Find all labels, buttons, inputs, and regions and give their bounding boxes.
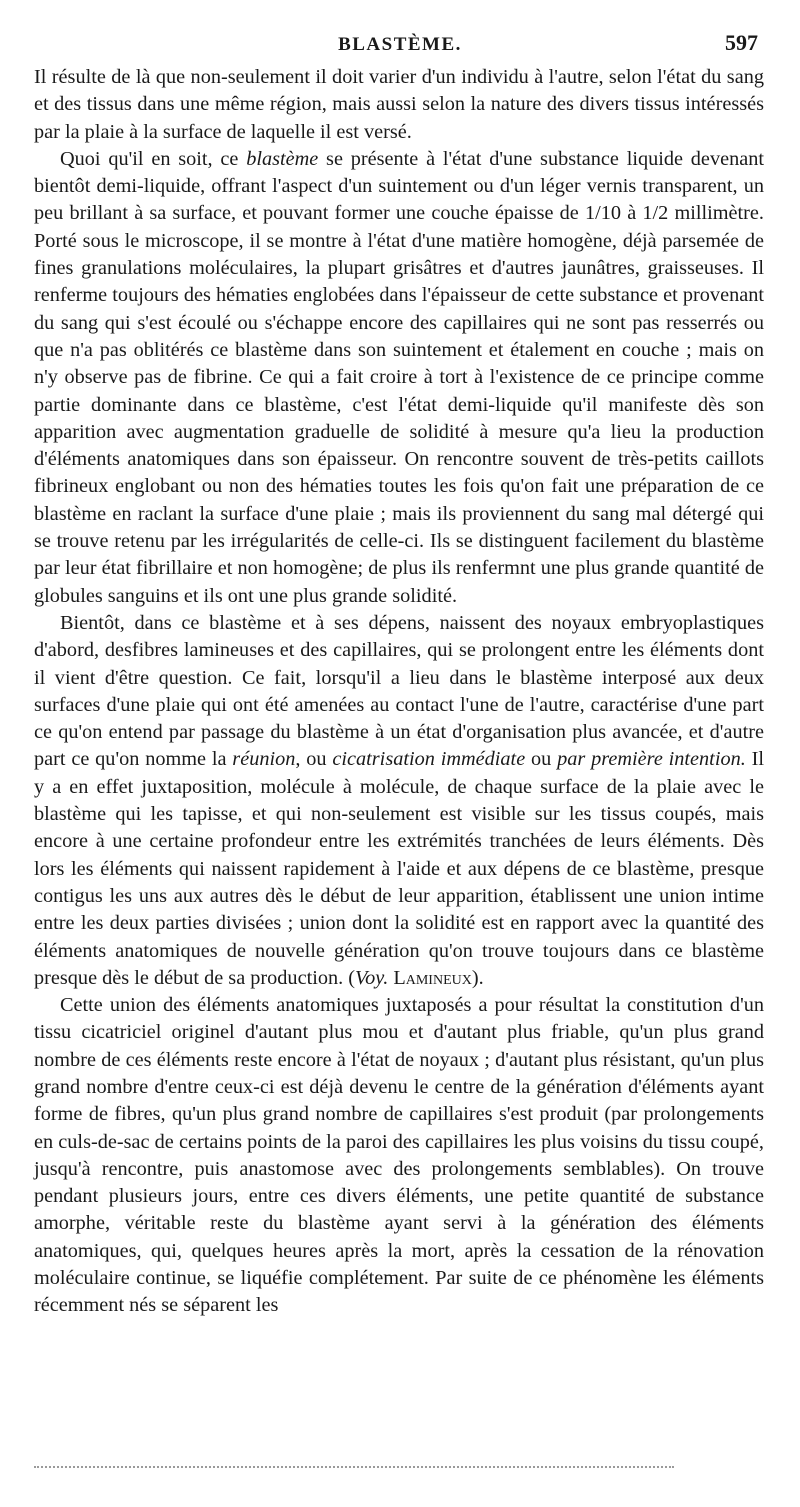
paragraph-3-text-a: Bientôt, dans ce blastème et à ses dépens, naissent des noyaux embryoplastiques d'abord, desfibres lamineuses et des capillaires, qui se prolongent entre les éléments dont il vient d'être question. Ce fait, lorsqu'il a lieu dans le blastème interposé aux deux surfaces d'une plaie qui ont été amenées au contact l'une de l'autre, caractérise d'une part ce qu'on entend par passage du blastème à un état d'organisation plus avancée, et d'autre part ce qu'on nomme la: [34, 611, 764, 771]
page-number: 597: [725, 30, 758, 55]
paragraph-3-text-e: ).: [471, 966, 484, 989]
paragraph-3-text-b: , ou: [295, 748, 333, 771]
paragraph-3-emphasis-reunion: réunion: [232, 748, 296, 771]
paragraph-2-emphasis: blastème: [246, 147, 319, 170]
paragraph-1: [34, 64, 764, 146]
paragraph-3-emphasis-voy: Voy.: [355, 966, 389, 989]
paragraph-3-text-c: ou: [525, 748, 558, 771]
body-text: [34, 64, 764, 1320]
paragraph-3-emphasis-intention: par première intention.: [557, 748, 746, 771]
paragraph-4: [34, 992, 764, 1320]
paragraph-3-emphasis-cicatrisation: cicatrisation immédiate: [332, 748, 526, 771]
footer-rule: [34, 1466, 674, 1468]
paragraph-1-text: Il résulte de là que non-seulement il doit varier d'un individu à l'autre, selon l'état du sang et des tissus dans une même région, mais aussi selon la nature des divers tissus intéressés par la plaie à la surface de laquelle il est versé.: [34, 66, 764, 143]
running-title: BLASTÈME.: [338, 34, 462, 55]
paragraph-2-text-a: Quoi qu'il en soit, ce: [60, 147, 247, 170]
cross-reference-lamineux: Lamineux: [393, 966, 472, 989]
paragraph-4-text: Cette union des éléments anatomiques juxtaposés a pour résultat la constitution d'un tissu cicatriciel originel d'autant plus mou et d'autant plus friable, qu'un plus grand nombre de ces éléments reste encore à l'état de noyaux ; d'autant plus résistant, qu'un plus grand nombre d'entre ceux-ci est déjà devenu le centre de la génération d'éléments ayant forme de fibres, qu'un plus grand nombre de capillaires s'est produit (par prolongements en culs-de-sac de certains points de la paroi des capillaires les plus voisins du tissu coupé, jusqu'à rencontre, puis anastomose avec des prolongements semblables). On trouve pendant plusieurs jours, entre ces divers éléments, une petite quantité de substance amorphe, véritable reste du blastème ayant servi à la génération des éléments anatomiques, qui, quelques heures après la mort, après la cessation de la rénovation moléculaire continue, se liquéfie complétement. Par suite de ce phénomène les éléments récemment nés se séparent les: [34, 994, 764, 1317]
paragraph-2-text-b: se présente à l'état d'une substance liquide devenant bientôt demi-liquide, offrant l'aspect d'un suintement ou d'un léger vernis transparent, un peu brillant à sa surface, et pouvant former une couche épaisse de 1/10 à 1/2 millimètre. Porté sous le microscope, il se montre à l'état d'une matière homogène, déjà parsemée de fines granulations moléculaires, la plupart grisâtres et d'autres jaunâtres, graisseuses. Il renferme toujours des hématies englobées dans l'épaisseur de cette substance et provenant du sang qui s'est écoulé ou s'échappe encore des capillaires qui ne sont pas resserrés ou que n'a pas oblitérés ce blastème dans son suintement et étalement en couche ; mais on n'y observe pas de fibrine. Ce qui a fait croire à tort à l'existence de ce principe comme partie dominante dans ce blastème, c'est l'état demi-liquide qu'il manifeste dès son apparition avec augmentation graduelle de solidité à mesure qu'a lieu la production d'éléments anatomiques dans son épaisseur. On rencontre souvent de très-petits caillots fibrineux englobant ou non des hématies toutes les fois qu'on fait une préparation de ce blastème en raclant la surface d'une plaie ; mais ils proviennent du sang mal détergé qui se trouve retenu par les irrégularités de celle-ci. Ils se distinguent facilement du blastème par leur état fibrillaire et non homogène; de plus ils renfermnt une plus grande quantité de globules sanguins et ils ont une plus grande solidité.: [34, 147, 764, 607]
paragraph-3: [34, 610, 764, 992]
running-head: [30, 30, 770, 60]
paragraph-2: [34, 146, 764, 610]
paragraph-3-text-d: Il y a en effet juxtaposition, molécule à molécule, de chaque surface de la plaie avec le blastème qui les tapisse, et qui non-seulement est visible sur les tissus coupés, mais encore à une certaine profondeur entre les extrémités tranchées de leurs éléments. Dès lors les éléments qui naissent rapidement à l'aide et aux dépens de ce blastème, presque contigus les uns aux autres dès le début de leur apparition, établissent une union intime entre les deux parties divisées ; union dont la solidité est en rapport avec la quantité des éléments anatomiques de nouvelle génération qu'on trouve toujours dans ce blastème presque dès le début de sa production. (: [34, 748, 765, 989]
